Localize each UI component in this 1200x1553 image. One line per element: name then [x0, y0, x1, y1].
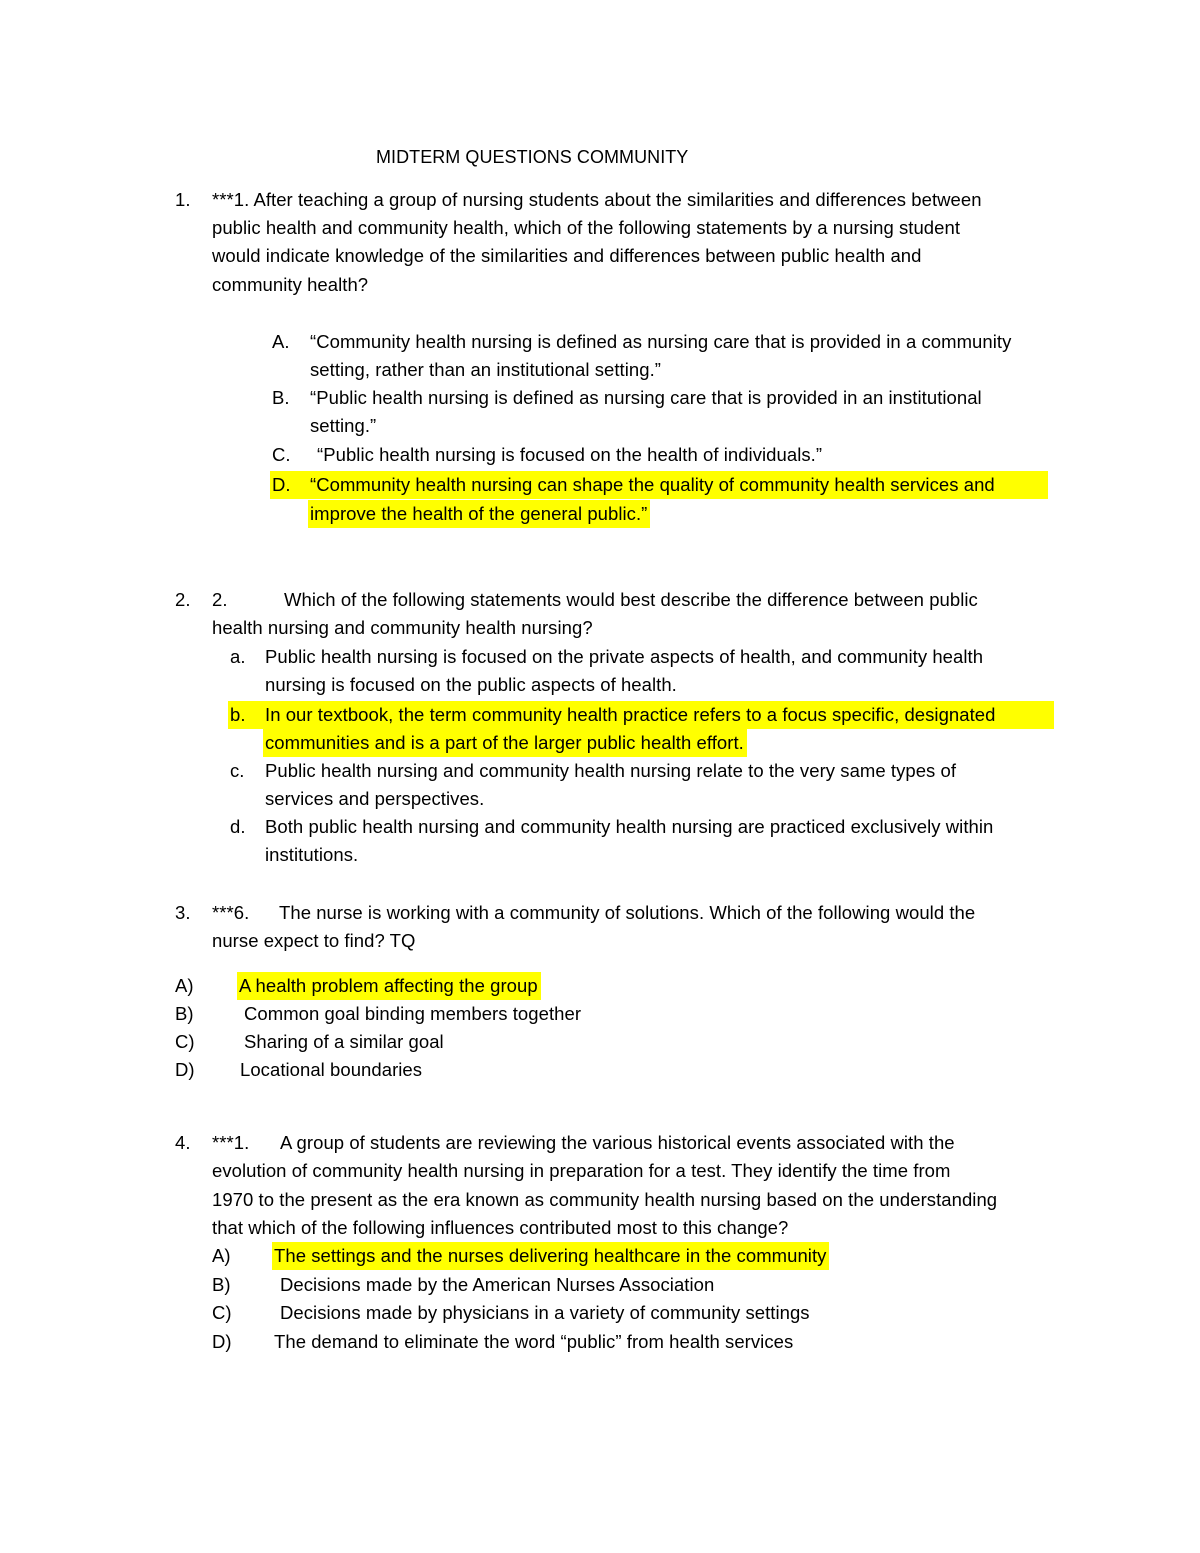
option-letter-highlight-row — [270, 471, 1048, 499]
question-stem-line: Which of the following statements would best describe the difference between public — [284, 589, 978, 610]
question-number: 2. — [175, 589, 191, 610]
option-letter: D. — [272, 474, 291, 495]
option-letter: C) — [212, 1302, 232, 1323]
option-letter: a. — [230, 646, 246, 667]
option-text: Common goal binding members together — [244, 1003, 582, 1024]
option-text: Public health nursing is focused on the private aspects of health, and community health — [265, 646, 984, 667]
question-number: 4. — [175, 1132, 191, 1153]
question-stem-prefix: ***1. — [212, 1132, 250, 1153]
option-letter: C) — [175, 1031, 195, 1052]
question-number: 3. — [175, 902, 191, 923]
question-stem-line: that which of the following influences contributed most to this change? — [212, 1217, 789, 1238]
option-letter: A) — [175, 975, 194, 996]
option-text: “Community health nursing is defined as nursing care that is provided in a community — [310, 331, 1012, 352]
option-text: Decisions made by the American Nurses Association — [280, 1274, 715, 1295]
question-stem-prefix: 2. — [212, 589, 228, 610]
option-letter: C. — [272, 444, 291, 465]
option-text: “Community health nursing can shape the quality of community health services and — [310, 474, 995, 495]
option-text: “Public health nursing is focused on the health of individuals.” — [317, 444, 823, 465]
question-stem-line: community health? — [212, 274, 369, 295]
question-stem-line: A group of students are reviewing the various historical events associated with the — [280, 1132, 955, 1153]
question-stem-line: nurse expect to find? TQ — [212, 930, 416, 951]
question-number: 1. — [175, 189, 191, 210]
option-text: Decisions made by physicians in a variety of community settings — [280, 1302, 810, 1323]
page-title: MIDTERM QUESTIONS COMMUNITY — [376, 147, 689, 167]
option-letter: B) — [212, 1274, 231, 1295]
option-text: The demand to eliminate the word “public” from health services — [274, 1331, 794, 1352]
option-letter: c. — [230, 760, 245, 781]
option-text: In our textbook, the term community health practice refers to a focus specific, designated — [265, 704, 996, 725]
option-text: communities and is a part of the larger public health effort. — [263, 729, 747, 757]
option-text: Both public health nursing and community health nursing are practiced exclusively within — [265, 816, 994, 837]
option-letter: B. — [272, 387, 290, 408]
option-letter: D) — [212, 1331, 232, 1352]
question-stem-line: health nursing and community health nursing? — [212, 617, 593, 638]
option-letter: b. — [230, 704, 246, 725]
option-text: improve the health of the general public.” — [308, 500, 650, 528]
question-stem-line: The nurse is working with a community of solutions. Which of the following would the — [279, 902, 976, 923]
option-text: services and perspectives. — [265, 788, 485, 809]
option-text: The settings and the nurses delivering healthcare in the community — [272, 1242, 829, 1270]
option-text: Public health nursing and community health nursing relate to the very same types of — [265, 760, 957, 781]
question-stem-prefix: ***6. — [212, 902, 250, 923]
question-stem-line: evolution of community health nursing in preparation for a test. They identify the time from — [212, 1160, 951, 1181]
option-letter: A) — [212, 1245, 231, 1266]
option-text: Locational boundaries — [240, 1059, 423, 1080]
question-stem-line: public health and community health, which of the following statements by a nursing student — [212, 217, 961, 238]
option-letter: d. — [230, 816, 246, 837]
option-letter: A. — [272, 331, 290, 352]
question-stem-line: would indicate knowledge of the similarities and differences between public health and — [212, 245, 922, 266]
option-text: institutions. — [265, 844, 359, 865]
option-text: setting, rather than an institutional setting.” — [310, 359, 661, 380]
question-stem-line: ***1. After teaching a group of nursing students about the similarities and differences between — [212, 189, 982, 210]
option-text: Sharing of a similar goal — [244, 1031, 444, 1052]
option-text: setting.” — [310, 415, 377, 436]
option-letter-highlight-row — [228, 701, 1054, 729]
option-letter: B) — [175, 1003, 194, 1024]
option-text: “Public health nursing is defined as nursing care that is provided in an institutional — [310, 387, 982, 408]
option-letter: D) — [175, 1059, 195, 1080]
question-stem-line: 1970 to the present as the era known as community health nursing based on the understanding — [212, 1189, 998, 1210]
option-text: nursing is focused on the public aspects of health. — [265, 674, 677, 695]
option-text: A health problem affecting the group — [237, 972, 541, 1000]
